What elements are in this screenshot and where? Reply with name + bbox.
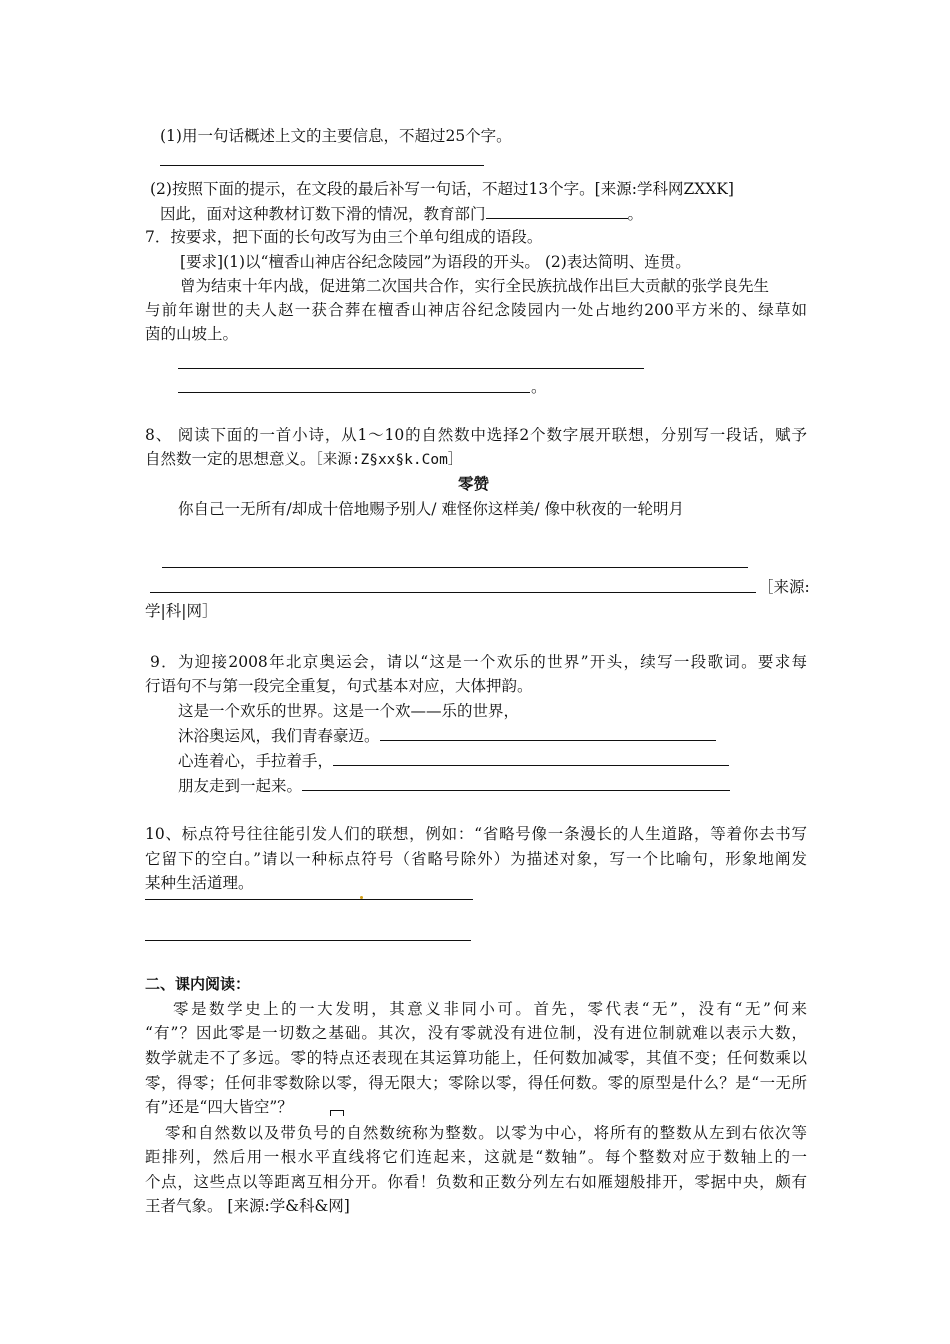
sec2-p2-line4: 王者气象。 [来源:学&科&网] bbox=[145, 1197, 350, 1215]
sec2-p2-line1: 零和自然数以及带负号的自然数统称为整数。以零为中心，将所有的整数从左到右依次等 bbox=[165, 1124, 807, 1142]
sec2-p1-line5: 有”还是“四大皆空”？ bbox=[145, 1098, 293, 1116]
q8-source: ［来源:Z§xx§k.Com］ bbox=[315, 452, 463, 468]
q8-line2 bbox=[145, 448, 462, 471]
q8-source-tail1: ［来源: bbox=[758, 578, 810, 596]
q7-requirement: [要求](1)以“檀香山神店谷纪念陵园”为语段的开头。 (2)表达简明、连贯。 bbox=[180, 253, 691, 271]
q7-answer-end: 。 bbox=[531, 378, 547, 396]
poem-text: 你自己一无所有/却成十倍地赐予别人/ 难怪你这样美/ 像中秋夜的一轮明月 bbox=[178, 500, 685, 518]
q9-verse3-text: 心连着心，手拉着手， bbox=[178, 752, 334, 770]
q6-sub2-prefix: 因此，面对这种教材订数下滑的情况，教育部门 bbox=[160, 205, 486, 223]
q9-verse3-blank[interactable] bbox=[333, 749, 729, 766]
section2-heading: 二、课内阅读： bbox=[145, 975, 251, 993]
q8-answer-line1[interactable] bbox=[162, 567, 748, 568]
q9-verse2-text: 沐浴奥运风，我们青春豪迈。 bbox=[178, 727, 380, 745]
q6-sub2: (2)按照下面的提示，在文段的最后补写一句话，不超过13个字。[来源:学科网ZXXK] bbox=[150, 180, 734, 198]
q9-verse2-blank[interactable] bbox=[380, 724, 716, 741]
q10-answer-line1[interactable] bbox=[145, 899, 473, 900]
q6-sub1: (1)用一句话概述上文的主要信息，不超过25个字。 bbox=[160, 127, 512, 145]
q9-line1: 9．为迎接2008年北京奥运会，请以“这是一个欢乐的世界”开头，续写一段歌词。要求每 bbox=[150, 653, 807, 671]
q9-verse4 bbox=[178, 774, 730, 797]
q6-sub2-blank[interactable] bbox=[486, 202, 628, 219]
q6-sub1-answer-line[interactable] bbox=[160, 165, 484, 166]
q6-sub2-fill bbox=[160, 202, 643, 225]
q8-answer-line2[interactable] bbox=[150, 592, 756, 593]
sec2-p1-line3: 数学就走不了多远。零的特点还表现在其运算功能上，任何数加减零，其值不变；任何数乘以 bbox=[145, 1049, 807, 1067]
sec2-p1-line4: 零，得零；任何非零数除以零，得无限大；零除以零，得任何数。零的原型是什么？是“一无所 bbox=[145, 1074, 807, 1092]
q7-text-line1: 曾为结束十年内战，促进第二次国共合作，实行全民族抗战作出巨大贡献的张学良先生 bbox=[180, 277, 770, 295]
q10-line1: 10、标点符号往往能引发人们的联想，例如：“省略号像一条漫长的人生道路，等着你去书写 bbox=[145, 825, 807, 843]
sec2-p2-line3: 个点，这些点以等距离互相分开。你看！负数和正数分列左右如雁翅般排开，零据中央，颇有 bbox=[145, 1173, 807, 1191]
q7-answer-line1[interactable] bbox=[178, 368, 644, 369]
q10-answer-line2[interactable] bbox=[145, 940, 471, 941]
q8-source-tail2: 学|科|网］ bbox=[145, 602, 218, 620]
bracket-mark bbox=[330, 1110, 344, 1116]
q9-verse1: 这是一个欢乐的世界。这是一个欢——乐的世界， bbox=[178, 702, 520, 720]
q9-verse2 bbox=[178, 724, 716, 747]
sec2-p1-line1: 零是数学史上的一大发明，其意义非同小可。首先，零代表“无”，没有“无”何来 bbox=[173, 1000, 807, 1018]
q9-verse4-blank[interactable] bbox=[302, 774, 730, 791]
q9-verse3 bbox=[178, 749, 729, 772]
q8-line1: 8、 阅读下面的一首小诗，从1～10的自然数中选择2个数字展开联想，分别写一段话，赋予 bbox=[145, 426, 807, 444]
q8-line2-text: 自然数一定的思想意义。 bbox=[145, 450, 316, 468]
q7-answer-line2[interactable] bbox=[178, 392, 530, 393]
q6-sub2-end: 。 bbox=[627, 205, 644, 223]
poem-title: 零赞 bbox=[458, 475, 490, 493]
q7-text-line3: 茵的山坡上。 bbox=[145, 325, 239, 343]
q9-verse4-text: 朋友走到一起来。 bbox=[178, 777, 303, 795]
stray-mark bbox=[360, 896, 363, 899]
q7-title: 7．按要求，把下面的长句改写为由三个单句组成的语段。 bbox=[145, 228, 543, 246]
sec2-p1-line2: “有”？因此零是一切数之基础。其次，没有零就没有进位制，没有进位制就难以表示大数， bbox=[145, 1024, 807, 1042]
sec2-p2-line2: 距排列，然后用一根水平直线将它们连起来，这就是“数轴”。每个整数对应于数轴上的一 bbox=[145, 1148, 807, 1166]
q10-line2: 它留下的空白。”请以一种标点符号（省略号除外）为描述对象，写一个比喻句，形象地阐发 bbox=[145, 850, 807, 868]
q7-text-line2: 与前年谢世的夫人赵一获合葬在檀香山神店谷纪念陵园内一处占地约200平方米的、绿草如 bbox=[145, 301, 807, 319]
q9-line2: 行语句不与第一段完全重复，句式基本对应，大体押韵。 bbox=[145, 677, 533, 695]
q10-line3: 某种生活道理。 bbox=[145, 874, 254, 892]
